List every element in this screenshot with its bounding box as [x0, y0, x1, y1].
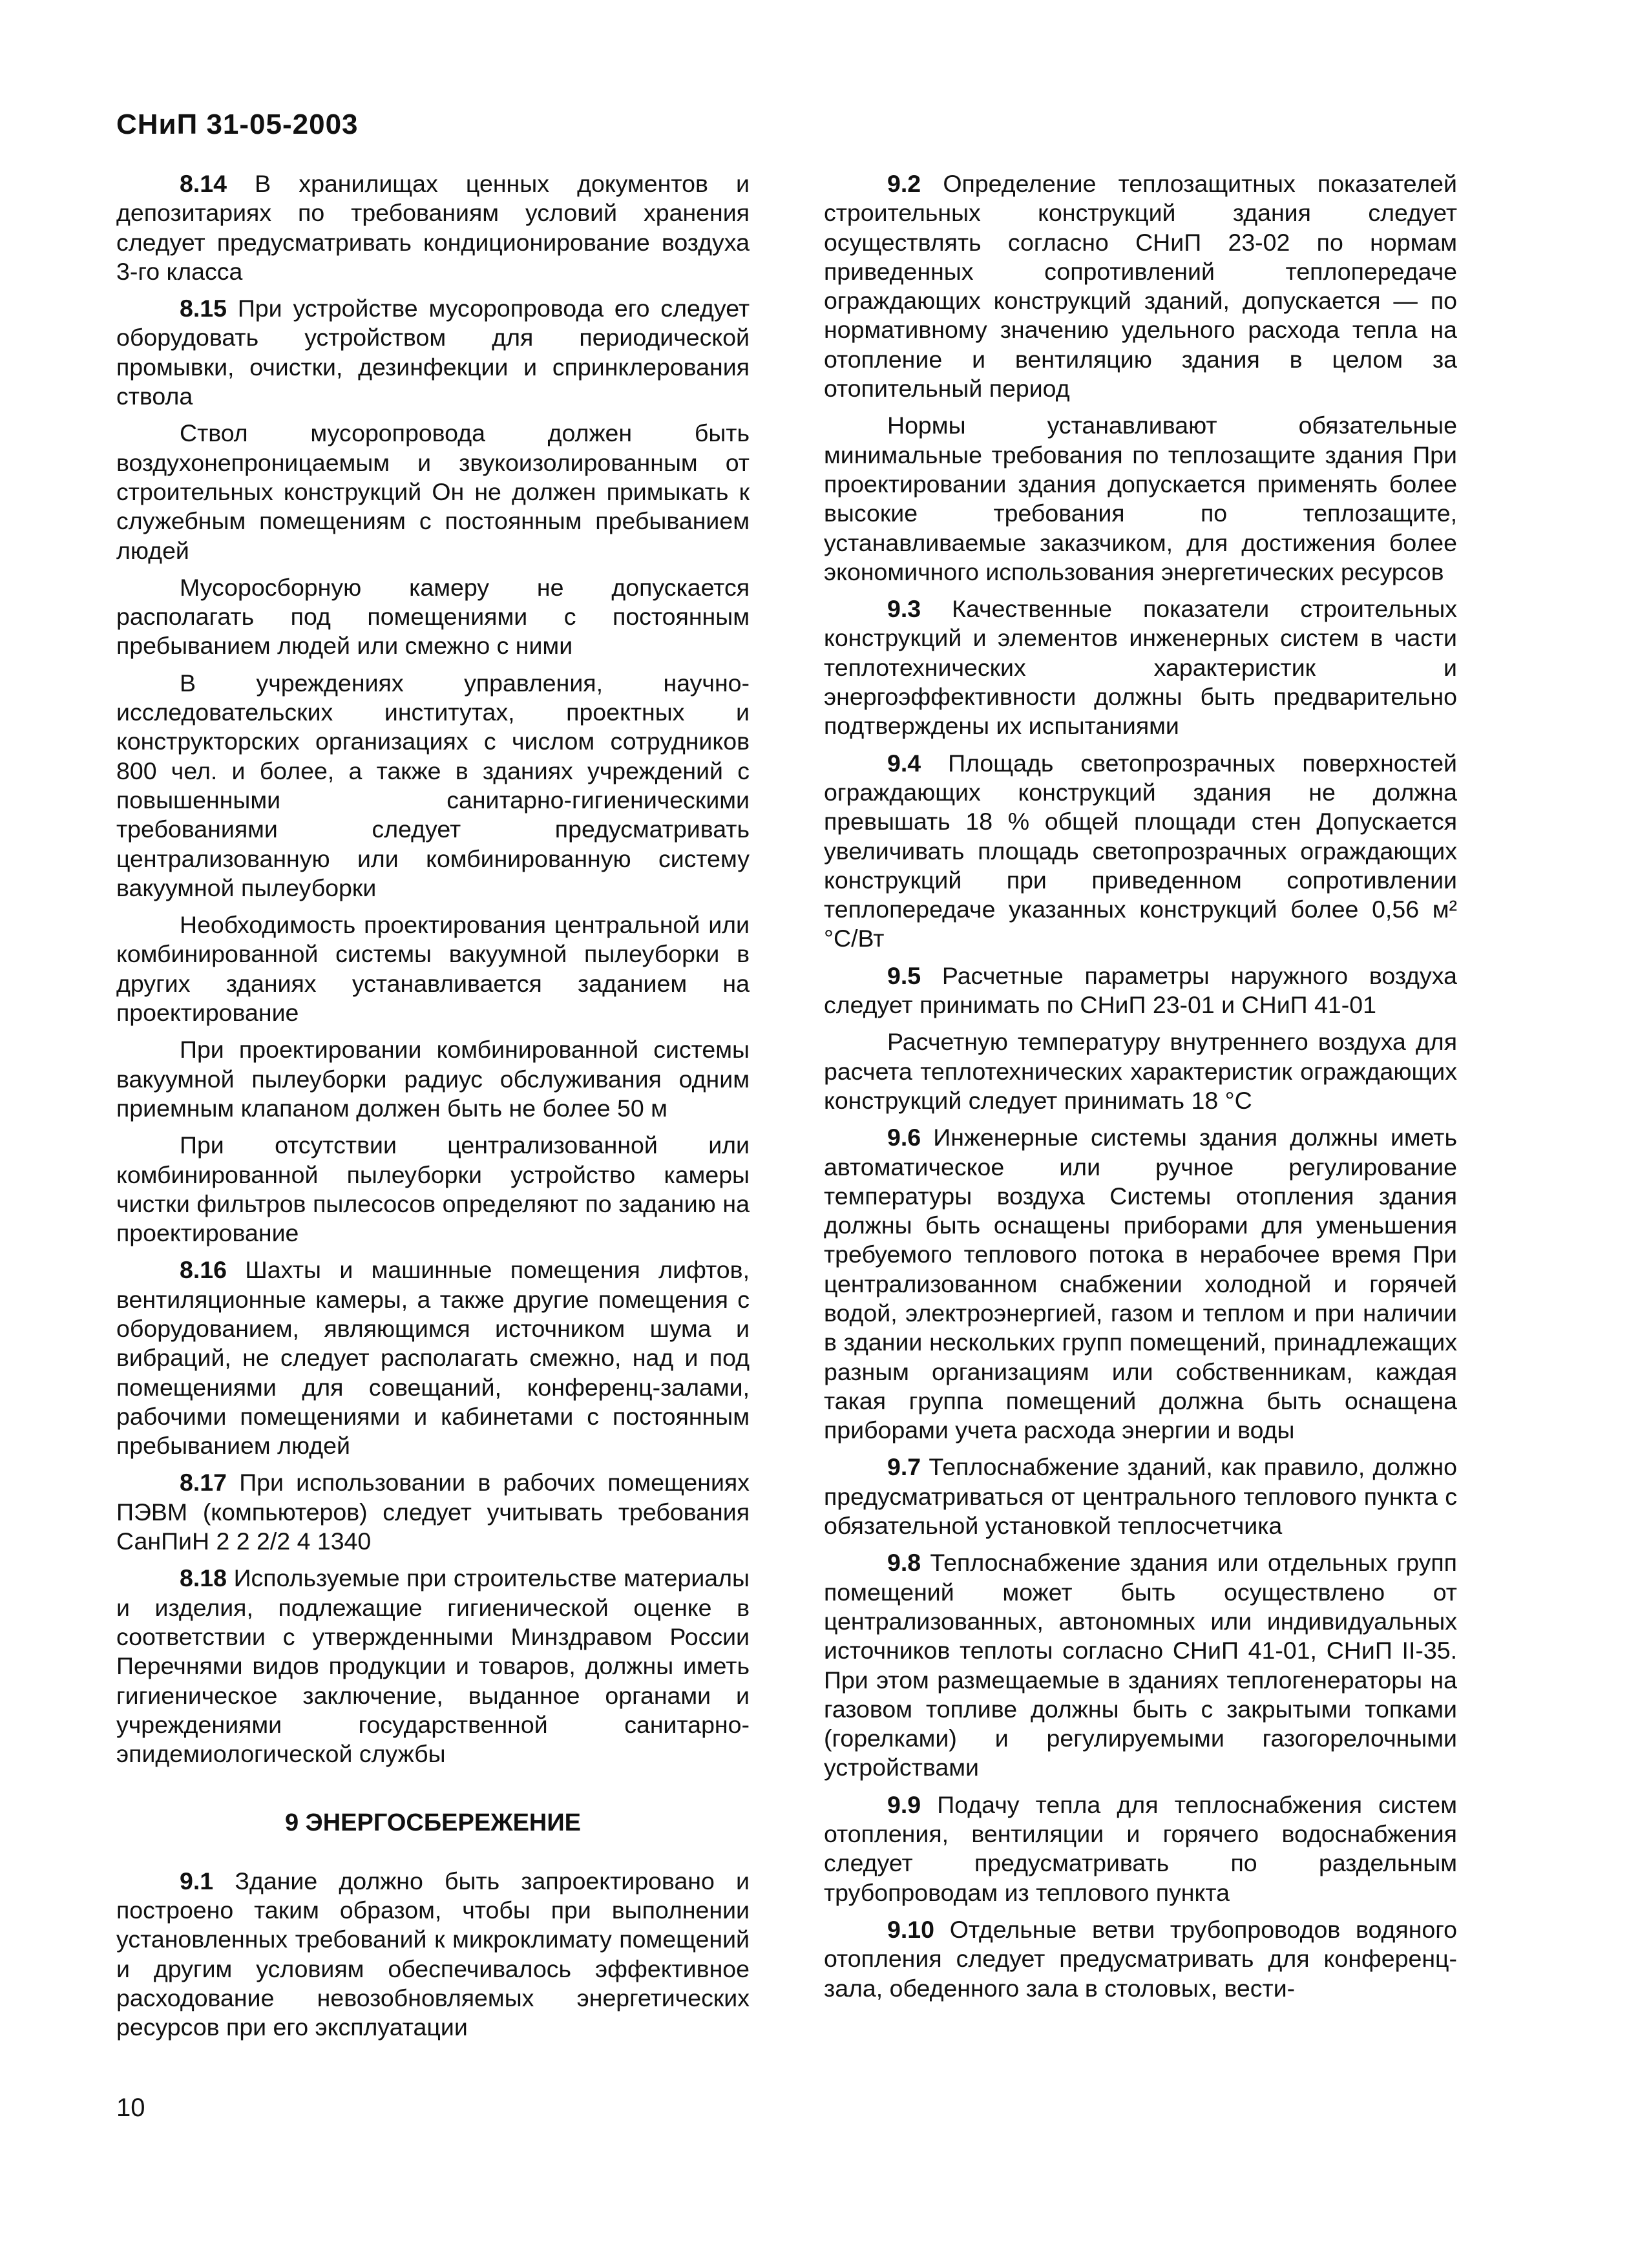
clause-text: Определение теплозащитных показателей строительных конструкций здания следует осуществлять согласно СНиП 23-02 по нормам приведенных сопротивлений теплопередаче ограждающих конструкций зданий, допускается — по нормативному значению удельного расхода тепла на отопление и вентиляцию здания в целом за отопительный период	[824, 170, 1457, 403]
clause-number: 9.10	[887, 1915, 934, 1943]
right-column	[824, 169, 1457, 2003]
clause-number: 8.18	[180, 1564, 227, 1592]
clause-text: Теплоснабжение зданий, как правило, должно предусматриваться от центрального теплового пункта с обязательной установкой теплосчетчика	[824, 1453, 1457, 1540]
page-number: 10	[116, 2094, 145, 2122]
clause-9-7	[824, 1453, 1457, 1540]
clause-number: 9.7	[887, 1453, 921, 1481]
clause-9-4	[824, 749, 1457, 954]
clause-number: 9.1	[180, 1867, 214, 1895]
clause-9-5	[824, 961, 1457, 1020]
document-code-header: СНиП 31-05-2003	[116, 109, 359, 140]
section-heading: 9 ЭНЕРГОСБЕРЕЖЕНИЕ	[284, 1809, 582, 1837]
clause-number: 9.6	[887, 1124, 921, 1151]
clause-text: В хранилищах ценных документов и депозитариях по требованиям условий хранения следует предусматривать кондиционирование воздуха 3-го класса	[116, 170, 750, 285]
clause-text: Подачу тепла для теплоснабжения систем отопления, вентиляции и горячего водоснабжения следует предусматривать по раздельным трубопроводам из теплового пункта	[824, 1790, 1457, 1906]
clause-text: Качественные показатели строительных конструкций и элементов инженерных систем в части теплотехнических характеристик и энергоэффективности должны быть предварительно подтверждены их испытаниями	[824, 595, 1457, 740]
clause-text: Шахты и машинные помещения лифтов, вентиляционные камеры, а также другие помещения с оборудованием, являющимся источником шума и вибраций, не следует располагать смежно, над и под помещениями для совещаний, конференц-залами, рабочими помещениями и кабинетами с постоянным пребыванием людей	[116, 1256, 750, 1460]
clause-text: Площадь светопрозрачных поверхностей ограждающих конструкций здания не должна превышать 18 % общей площади стен Допускается увеличивать площадь светопрозрачных ограждающих конструкций при приведенном сопротивлении теплопередаче указанных конструкций более 0,56 м² °С/Вт	[824, 749, 1457, 952]
clause-number: 9.2	[887, 170, 921, 197]
clause-9-3	[824, 594, 1457, 740]
clause-number: 9.4	[887, 749, 921, 777]
paragraph: Расчетную температуру внутреннего воздуха для расчета теплотехнических характеристик ограждающих конструкций следует принимать 18 °С	[824, 1028, 1457, 1114]
paragraph: Необходимость проектирования центральной или комбинированной системы вакуумной пылеуборки в других зданиях устанавливается заданием на проектирование	[116, 911, 750, 1027]
clause-8-16	[116, 1255, 750, 1460]
clause-text: При устройстве мусоропровода его следует оборудовать устройством для периодической промывки, очистки, дезинфекции и спринклерования ствола	[116, 295, 750, 410]
clause-text: При использовании в рабочих помещениях ПЭВМ (компьютеров) следует учитывать требования СанПиН 2 2 2/2 4 1340	[116, 1469, 750, 1555]
clause-9-10	[824, 1915, 1457, 2003]
clause-text: Здание должно быть запроектировано и построено таким образом, чтобы при выполнении установленных требований к микроклимату помещений и другим условиям обеспечивалось эффективное расходование невозобновляемых энергетических ресурсов при его эксплуатации	[116, 1867, 750, 2041]
clause-9-8	[824, 1548, 1457, 1782]
clause-number: 8.17	[180, 1469, 227, 1496]
clause-text: Инженерные системы здания должны иметь автоматическое или ручное регулирование температуры воздуха Системы отопления здания должны быть оснащены приборами для уменьшения требуемого теплового потока в нерабочее время При централизованном снабжении холодной и горячей водой, электроэнергией, газом и теплом и при наличии в здании нескольких групп помещений, принадлежащих разным организациям или собственникам, каждая такая группа помещений должна быть оснащена приборами учета расхода энергии и воды	[824, 1124, 1457, 1444]
clause-9-2	[824, 169, 1457, 403]
clause-text: Используемые при строительстве материалы и изделия, подлежащие гигиенической оценке в соответствии с утвержденными Минздравом России Перечнями видов продукции и товаров, должны иметь гигиеническое заключение, выданное органами и учреждениями государственной санитарно-эпидемиологической службы	[116, 1564, 750, 1768]
paragraph: При проектировании комбинированной системы вакуумной пылеуборки радиус обслуживания одним приемным клапаном должен быть не более 50 м	[116, 1036, 750, 1122]
paragraph: Мусоросборную камеру не допускается располагать под помещениями с постоянным пребыванием людей или смежно с ними	[116, 573, 750, 660]
clause-number: 8.15	[180, 295, 227, 322]
paragraph: В учреждениях управления, научно-исследовательских институтах, проектных и конструкторских организациях с числом сотрудников 800 чел. и более, а также в зданиях учреждений с повышенными санитарно-гигиеническими требованиями следует предусматривать централизованную или комбинированную систему вакуумной пылеуборки	[116, 669, 750, 901]
left-column	[116, 169, 750, 2042]
clause-number: 9.5	[887, 961, 921, 989]
clause-text: Расчетные параметры наружного воздуха следует принимать по СНиП 23-01 и СНиП 41-01	[824, 961, 1457, 1019]
clause-8-14	[116, 169, 750, 286]
paragraph: Нормы устанавливают обязательные минимальные требования по теплозащите здания При проектировании здания допускается применять более высокие требования по теплозащите, устанавливаемые заказчиком, для достижения более экономичного использования энергетических ресурсов	[824, 412, 1457, 585]
paragraph: При отсутствии централизованной или комбинированной пылеуборки устройство камеры чистки фильтров пылесосов определяют по заданию на проектирование	[116, 1131, 750, 1247]
clause-9-9	[824, 1790, 1457, 1907]
clause-text: Отдельные ветви трубопроводов водяного отопления следует предусматривать для конференц-зала, обеденного зала в столовых, вести-	[824, 1915, 1457, 2002]
clause-number: 9.9	[887, 1790, 921, 1818]
clause-number: 8.16	[180, 1256, 227, 1284]
clause-number: 9.3	[887, 595, 921, 623]
clause-text: Теплоснабжение здания или отдельных групп помещений может быть осуществлено от централизованных, автономных или индивидуальных источников теплоты согласно СНиП 41-01, СНиП II-35. При этом размещаемые в зданиях теплогенераторы на газовом топливе должны быть с закрытыми топками (горелками) и регулируемыми газогорелочными устройствами	[824, 1549, 1457, 1781]
clause-8-18	[116, 1564, 750, 1769]
clause-8-15	[116, 294, 750, 411]
clause-9-6	[824, 1123, 1457, 1445]
clause-9-1	[116, 1867, 750, 2042]
clause-number: 9.8	[887, 1549, 921, 1577]
clause-8-17	[116, 1468, 750, 1556]
clause-number: 8.14	[180, 170, 227, 197]
paragraph: Ствол мусоропровода должен быть воздухонепроницаемым и звукоизолированным от строительных конструкций Он не должен примыкать к служебным помещениям с постоянным пребыванием людей	[116, 419, 750, 564]
